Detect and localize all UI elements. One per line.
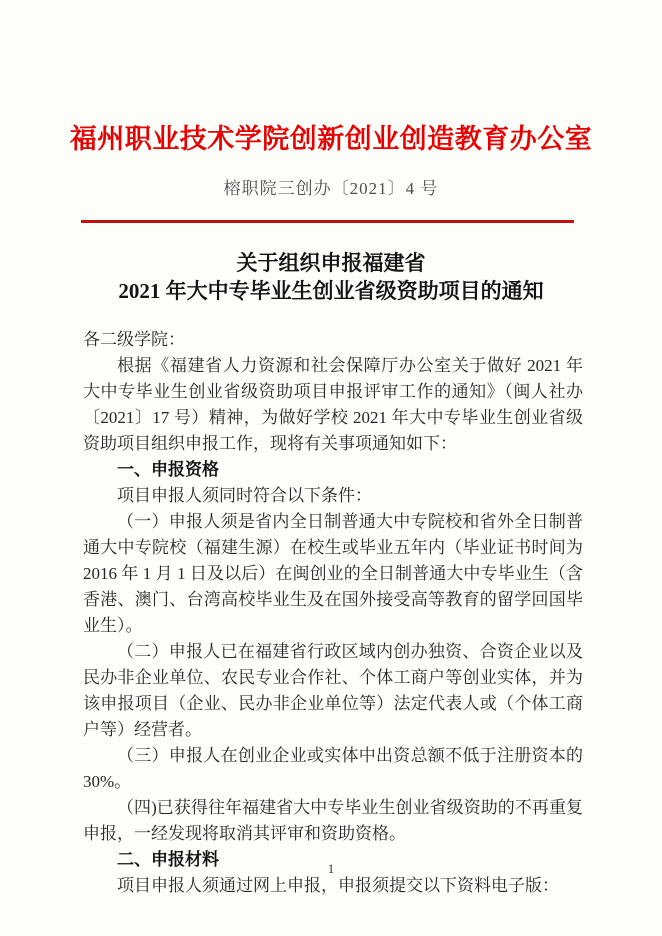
section-2-heading: 二、申报材料 [117, 850, 219, 869]
salutation: 各二级学院： [83, 330, 185, 349]
notice-title-line-1: 关于组织申报福建省 [236, 251, 426, 275]
letterhead [0, 0, 662, 223]
notice-title-line-2: 2021 年大中专毕业生创业省级资助项目的通知 [118, 279, 544, 303]
notice-title [0, 249, 662, 305]
page-number: 1 [327, 861, 335, 876]
document-number: 榕职院三创办〔2021〕4 号 [223, 179, 439, 198]
condition-item-3: （三）申报人在创业企业或实体中出资总额不低于注册资本的 30%。 [83, 746, 583, 791]
condition-item-4: （四)已获得往年福建省大中专毕业生创业省级资助的不再重复申报，一经发现将取消其评审和资助资格。 [83, 798, 583, 843]
issuing-office-title: 福州职业技术学院创新创业创造教育办公室 [69, 124, 593, 154]
notice-body [83, 327, 583, 899]
section-1-lead: 项目申报人须同时符合以下条件： [117, 486, 372, 505]
condition-item-1: （一）申报人须是省内全日制普通大中专院校和省外全日制普通大中专院校（福建生源）在校生或毕业五年内（毕业证书时间为 2016 年 1 月 1 日及以后）在闽创业的全日制普通大中专毕业生（含香港、澳门、台湾高校毕业生及在国外接受高等教育的留学回国毕业生）。 [83, 512, 583, 635]
section-1-heading: 一、申报资格 [117, 460, 219, 479]
intro-paragraph: 根据《福建省人力资源和社会保障厅办公室关于做好 2021 年大中专毕业生创业省级资助项目申报评审工作的通知》（闽人社办〔2021〕17 号）精神，为做好学校 2021 年大中专毕业生创业省级资助项目组织申报工作，现将有关事项通知如下： [83, 356, 583, 453]
section-2-lead: 项目申报人须通过网上申报，申报须提交以下资料电子版： [117, 876, 559, 895]
red-separator-line [81, 220, 574, 223]
condition-item-2: （二）申报人已在福建省行政区域内创办独资、合资企业以及民办非企业单位、农民专业合作社、个体工商户等创业实体，并为该申报项目（企业、民办非企业单位等）法定代表人或（个体工商户等）经营者。 [83, 642, 583, 739]
